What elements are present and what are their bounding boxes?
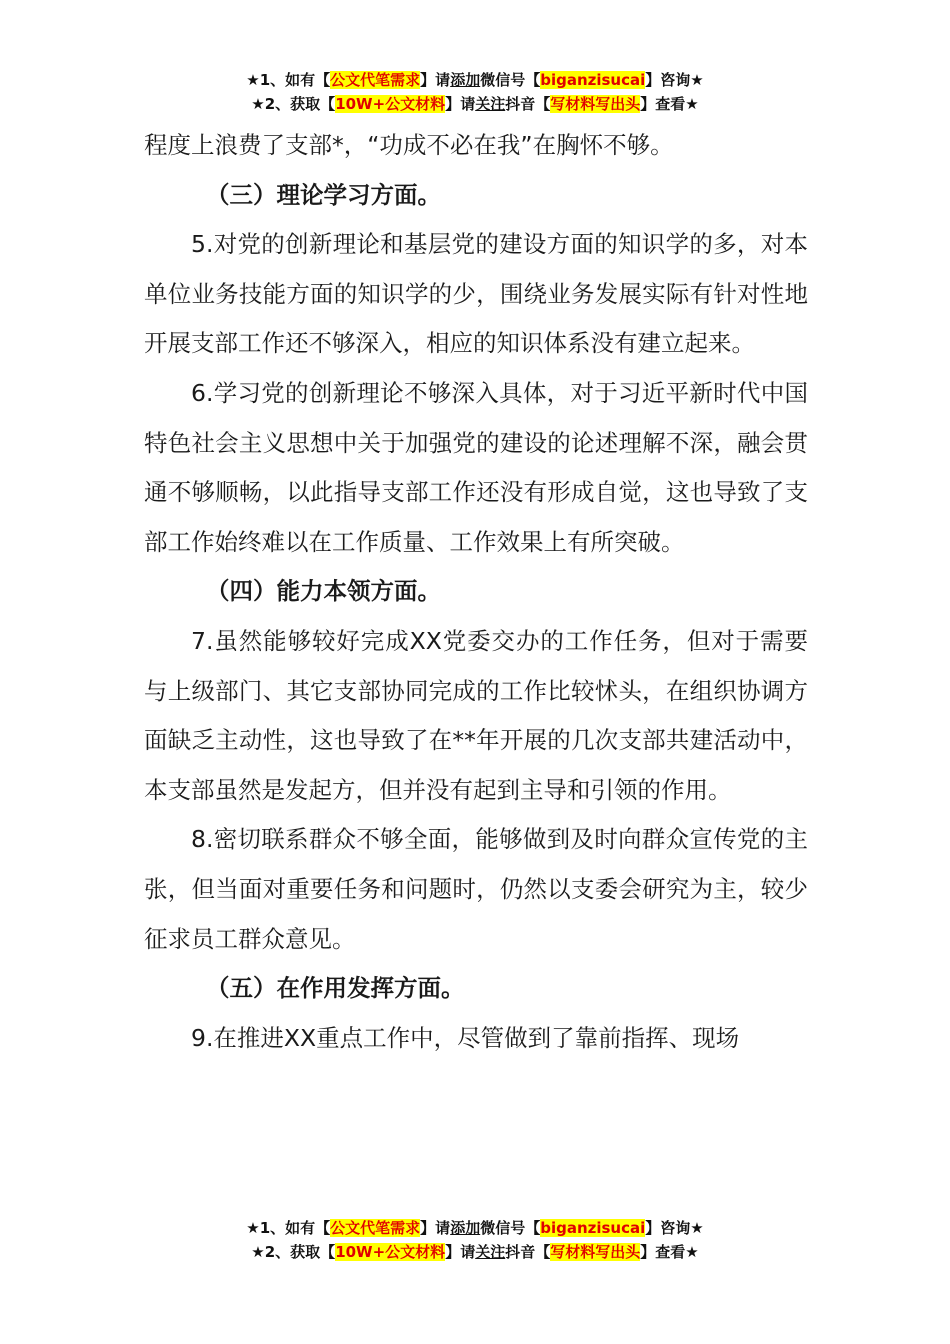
banner-text: 】咨询★ — [645, 1219, 704, 1237]
banner-text: 】查看★ — [640, 95, 699, 113]
banner-text: ★1、如有【 — [246, 71, 331, 89]
banner-text: 】请 — [445, 95, 476, 113]
banner-line-1 — [0, 1216, 950, 1240]
section-heading: （三）理论学习方面。 — [206, 180, 441, 209]
banner-highlight: 10W+公文材料 — [335, 1243, 446, 1261]
banner-text: 】请 — [445, 1243, 476, 1261]
banner-text: 微信号【 — [480, 1219, 541, 1237]
banner-text: 】请 — [420, 71, 451, 89]
banner-line-2 — [0, 92, 950, 116]
banner-highlight: 公文代笔需求 — [330, 1219, 421, 1237]
banner-line-1 — [0, 68, 950, 92]
banner-text: ★2、获取【 — [251, 1243, 336, 1261]
banner-highlight: 写材料写出头 — [550, 95, 641, 113]
banner-text: 抖音【 — [505, 95, 551, 113]
paragraph: 6.学习党的创新理论不够深入具体，对于习近平新时代中国特色社会主义思想中关于加强党的建设的论述理解不深，融会贯通不够顺畅，以此指导支部工作还没有形成自觉，这也导致了支部工作始终难以在工作质量、工作效果上有所突破。 — [144, 378, 808, 556]
banner-highlight: 10W+公文材料 — [335, 95, 446, 113]
header-banner — [0, 68, 950, 116]
paragraph: 程度上浪费了支部*，“功成不必在我”在胸怀不够。 — [144, 131, 674, 159]
banner-line-2 — [0, 1240, 950, 1264]
section-heading: （四）能力本领方面。 — [206, 577, 441, 606]
banner-text: ★2、获取【 — [251, 95, 336, 113]
document-body — [144, 121, 808, 1063]
banner-text: 微信号【 — [480, 71, 541, 89]
banner-text: 】请 — [420, 1219, 451, 1237]
banner-text: 】查看★ — [640, 1243, 699, 1261]
paragraph: 5.对党的创新理论和基层党的建设方面的知识学的多，对本单位业务技能方面的知识学的少，围绕业务发展实际有针对性地开展支部工作还不够深入，相应的知识体系没有建立起来。 — [144, 230, 808, 358]
banner-text: 】咨询★ — [645, 71, 704, 89]
banner-highlight: 公文代笔需求 — [330, 71, 421, 89]
footer-banner — [0, 1216, 950, 1264]
banner-highlight: biganzisucai — [540, 71, 646, 89]
paragraph: 7.虽然能够较好完成XX党委交办的工作任务，但对于需要与上级部门、其它支部协同完成的工作比较怵头，在组织协调方面缺乏主动性，这也导致了在**年开展的几次支部共建活动中，本支部虽然是发起方，但并没有起到主导和引领的作用。 — [144, 626, 808, 804]
banner-underline: 添加 — [450, 1219, 481, 1237]
banner-underline: 添加 — [450, 71, 481, 89]
section-heading: （五）在作用发挥方面。 — [206, 974, 465, 1003]
paragraph: 9.在推进XX重点工作中，尽管做到了靠前指挥、现场 — [191, 1023, 740, 1052]
paragraph: 8.密切联系群众不够全面，能够做到及时向群众宣传党的主张，但当面对重要任务和问题时，仍然以支委会研究为主，较少征求员工群众意见。 — [144, 825, 808, 953]
banner-highlight: biganzisucai — [540, 1219, 646, 1237]
banner-text: 抖音【 — [505, 1243, 551, 1261]
banner-text: ★1、如有【 — [246, 1219, 331, 1237]
banner-underline: 关注 — [475, 1243, 506, 1261]
banner-highlight: 写材料写出头 — [550, 1243, 641, 1261]
banner-underline: 关注 — [475, 95, 506, 113]
